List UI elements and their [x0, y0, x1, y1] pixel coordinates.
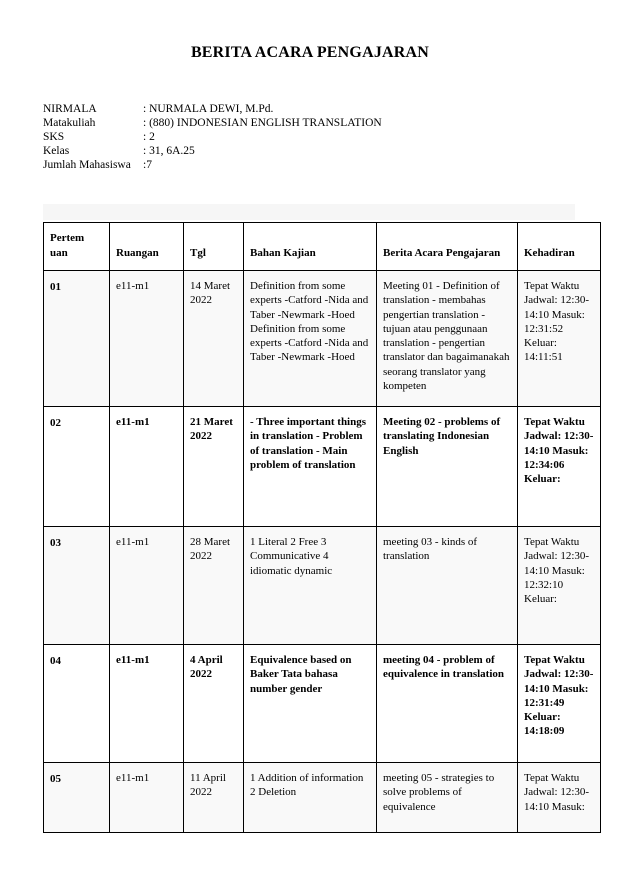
- cell-pertemuan: 02: [44, 407, 110, 527]
- course-info: [43, 102, 382, 172]
- table-row: [44, 645, 601, 763]
- info-row-jumlah-mahasiswa: [43, 158, 382, 172]
- cell-tgl: 11 April 2022: [184, 763, 244, 833]
- cell-pertemuan: 05: [44, 763, 110, 833]
- header-bahan-kajian: Bahan Kajian: [244, 223, 377, 271]
- cell-bahan-kajian: 1 Literal 2 Free 3 Communicative 4 idiomatic dynamic: [244, 527, 377, 645]
- info-label: Jumlah Mahasiswa: [43, 159, 131, 171]
- cell-tgl: 21 Maret 2022: [184, 407, 244, 527]
- header-kehadiran: Kehadiran: [518, 223, 601, 271]
- info-value: : NURMALA DEWI, M.Pd.: [143, 103, 274, 115]
- header-tgl: Tgl: [184, 223, 244, 271]
- info-label: NIRMALA: [43, 103, 97, 115]
- table-row: [44, 527, 601, 645]
- info-label: SKS: [43, 131, 65, 143]
- cell-tgl: 28 Maret 2022: [184, 527, 244, 645]
- cell-ruangan: e11-m1: [110, 407, 184, 527]
- header-pertemuan: Pertem uan: [44, 223, 110, 271]
- cell-bahan-kajian: Equivalence based on Baker Tata bahasa number gender: [244, 645, 377, 763]
- info-value: : 2: [143, 131, 155, 143]
- info-label: Matakuliah: [43, 117, 96, 129]
- cell-ruangan: e11-m1: [110, 271, 184, 407]
- cell-kehadiran: Tepat Waktu Jadwal: 12:30-14:10 Masuk: 12:31:52 Keluar: 14:11:51: [518, 271, 601, 407]
- table-row: [44, 271, 601, 407]
- header-ruangan: Ruangan: [110, 223, 184, 271]
- cell-ruangan: e11-m1: [110, 645, 184, 763]
- cell-kehadiran: Tepat Waktu Jadwal: 12:30-14:10 Masuk: 12:34:06 Keluar:: [518, 407, 601, 527]
- attendance-table: [43, 222, 601, 833]
- info-value: : (880) INDONESIAN ENGLISH TRANSLATION: [143, 117, 382, 129]
- cell-ruangan: e11-m1: [110, 527, 184, 645]
- cell-kehadiran: Tepat Waktu Jadwal: 12:30-14:10 Masuk: 12:31:49 Keluar: 14:18:09: [518, 645, 601, 763]
- table-row: [44, 407, 601, 527]
- table-row: [44, 763, 601, 833]
- cell-pertemuan: 03: [44, 527, 110, 645]
- cell-tgl: 4 April 2022: [184, 645, 244, 763]
- info-row-sks: [43, 130, 382, 144]
- cell-berita-acara: meeting 03 - kinds of translation: [377, 527, 518, 645]
- info-value: : 31, 6A.25: [143, 145, 195, 157]
- cell-ruangan: e11-m1: [110, 763, 184, 833]
- document-title: BERITA ACARA PENGAJARAN: [190, 44, 430, 61]
- info-row-nirmala: [43, 102, 382, 116]
- cell-berita-acara: meeting 05 - strategies to solve problems of equivalence: [377, 763, 518, 833]
- header-berita-acara: Berita Acara Pengajaran: [377, 223, 518, 271]
- table-header-row: [44, 223, 601, 271]
- cell-bahan-kajian: Definition from some experts -Catford -Nida and Taber -Newmark -Hoed Definition from some experts -Catford -Nida and Taber -Newmark -Hoed: [244, 271, 377, 407]
- cell-berita-acara: meeting 04 - problem of equivalence in translation: [377, 645, 518, 763]
- cell-berita-acara: Meeting 01 - Definition of translation - membahas pengertian translation - tujuan atau penggunaan translation - pengertian translator dan bagaimanakah seorang translator yang kompeten: [377, 271, 518, 407]
- info-row-kelas: [43, 144, 382, 158]
- cell-kehadiran: Tepat Waktu Jadwal: 12:30-14:10 Masuk:: [518, 763, 601, 833]
- cell-pertemuan: 01: [44, 271, 110, 407]
- cell-berita-acara: Meeting 02 - problems of translating Indonesian English: [377, 407, 518, 527]
- table-header-band: [43, 204, 575, 220]
- info-value: :7: [143, 159, 152, 171]
- cell-kehadiran: Tepat Waktu Jadwal: 12:30-14:10 Masuk: 12:32:10 Keluar:: [518, 527, 601, 645]
- cell-bahan-kajian: - Three important things in translation - Problem of translation - Main problem of translation: [244, 407, 377, 527]
- info-row-matakuliah: [43, 116, 382, 130]
- cell-pertemuan: 04: [44, 645, 110, 763]
- cell-tgl: 14 Maret 2022: [184, 271, 244, 407]
- cell-bahan-kajian: 1 Addition of information 2 Deletion: [244, 763, 377, 833]
- info-label: Kelas: [43, 145, 70, 157]
